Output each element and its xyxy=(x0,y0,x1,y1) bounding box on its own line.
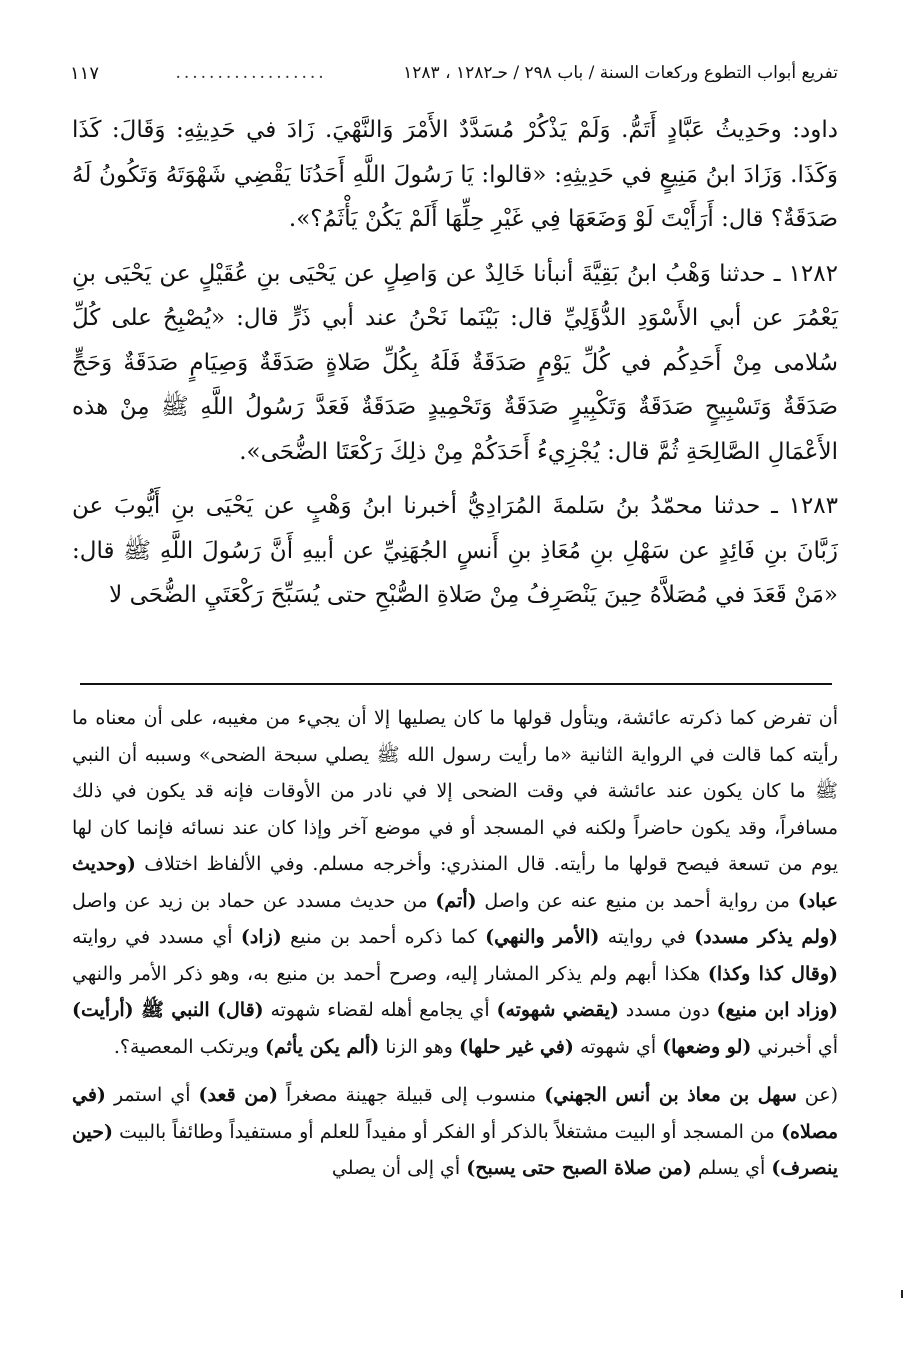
header-title: تفريع أبواب التطوع وركعات السنة / باب ٢٩٨ / حـ١٢٨٢ ، ١٢٨٣ xyxy=(403,63,838,83)
main-paragraph-1: داود: وحَدِيثُ عَبَّادٍ أَتَمُّ. وَلَمْ يَذْكُرْ مُسَدَّدٌ الأَمْرَ وَالنَّهْيَ. زَادَ في حَدِيثِهِ: وَقَالَ: كَذَا وَكَذَا. وَزَادَ ابنُ مَنِيعٍ في حَدِيثِهِ: «قالوا: يَا رَسُولَ اللَّهِ أَحَدُنَا يَقْضِي شَهْوَتَهُ وَتَكُونُ لَهُ صَدَقَةٌ؟ قال: أَرَأَيْتَ لَوْ وَضَعَهَا فِي غَيْرِ حِلِّهَا أَلَمْ يَكُنْ يَأْثَمُ؟». xyxy=(72,117,838,232)
commentary-text: ويرتكب المعصية؟. xyxy=(113,1035,259,1058)
commentary-text: من المسجد أو البيت مشتغلاً بالذكر أو الفكر أو مفيداً للعلم أو مستفيداً وطائفاً بالبيت xyxy=(119,1120,775,1143)
commentary-text: أي مسدد في روايته xyxy=(72,926,233,948)
commentary-keyword: (زاد) xyxy=(240,926,282,948)
hadith-1282: ١٢٨٢ ـ حدثنا وَهْبُ ابنُ بَقِيَّةَ أنبأنا خَالِدٌ عن وَاصِلٍ عن يَحْيَى بنِ عُقَيْلٍ عن يَحْيَى بنِ يَعْمُرَ عن أبي الأَسْوَدِ الدُّؤَلِيِّ قال: بَيْنَما نَحْنُ عند أبي ذَرٍّ قال: «يُصْبِحُ على كُلِّ سُلامى مِنْ أَحَدِكُم في كُلِّ يَوْمٍ صَدَقَةٌ فَلَهُ بِكُلِّ صَلاةٍ صَدَقَةٌ وَصِيَامٍ صَدَقَةٌ وَحَجٍّ صَدَقَةٌ وَتَسْبِيحٍ صَدَقَةٌ وَتَكْبِيرٍ صَدَقَةٌ وَتَحْمِيدٍ صَدَقَةٌ فَعَدَّ رَسُولُ اللَّهِ ﷺ مِنْ هذه الأَعْمَالِ الصَّالِحَةِ ثُمَّ قال: يُجْزِيءُ أَحَدَكُمْ مِنْ ذلِكَ رَكْعَتَا الضُّحَى». xyxy=(72,260,838,465)
commentary-keyword: (لو وضعها) xyxy=(662,1035,752,1058)
running-header xyxy=(70,56,838,90)
commentary-keyword: (يقضي شهوته) xyxy=(496,999,619,1021)
commentary-keyword: (من قعد) xyxy=(198,1084,278,1106)
commentary-paragraph-2 xyxy=(72,1077,838,1187)
commentary xyxy=(72,700,838,1187)
commentary-text: من رواية أحمد بن منيع عنه عن واصل xyxy=(484,889,790,912)
commentary-keyword: (وزاد ابن منيع) xyxy=(716,999,838,1021)
commentary-text: أي شهوته xyxy=(579,1035,657,1058)
commentary-text: أي يسلم xyxy=(697,1157,766,1179)
main-text xyxy=(72,108,838,618)
commentary-keyword: (ألم يكن يأثم) xyxy=(265,1035,380,1058)
commentary-text: في روايته xyxy=(607,926,686,948)
commentary-text: وهو الزنا xyxy=(385,1035,453,1058)
commentary-keyword: (أتم) xyxy=(435,889,477,912)
commentary-keyword: (من صلاة الصبح حتى يسبح) xyxy=(466,1157,692,1179)
commentary-text: هكذا أبهم ولم يذكر المشار إليه، وصرح أحمد بن منيع به، وهو ذكر الأمر والنهي xyxy=(72,962,701,985)
commentary-text: أي إلى أن يصلي xyxy=(331,1157,461,1179)
commentary-keyword: (حين ينصرف) xyxy=(72,1120,838,1179)
commentary-text: أن تفرض كما ذكرته عائشة، ويتأول قولها ما كان يصليها إلا أن يجيء من مغيبه، على أن معناه ما رأيته كما قالت في الرواية الثانية «ما رأيت رسول الله ﷺ يصلي سبحة الضحى» وسببه أن النبي ﷺ ما كان يكون عند عائشة في وقت الضحى إلا في نادر من الأوقات فإنه قد يكون في ذلك مسافراً، وقد يكون حاضراً ولكنه في المسجد أو في موضع آخر وإذا كان عند نسائه فإنما كان لها يوم من تسعة فيصح قولها ما رأيته. قال المنذري: وأخرجه مسلم. وفي الألفاظ اختلاف xyxy=(72,707,838,875)
commentary-keyword: (وحديث عباد) xyxy=(72,853,839,912)
commentary-keyword: (قال) النبي ﷺ (أرأيت) xyxy=(72,999,264,1021)
commentary-keyword: (وقال كذا وكذا) xyxy=(707,962,838,985)
commentary-text: أي يجامع أهله لقضاء شهوته xyxy=(270,999,490,1021)
commentary-text: منسوب إلى قبيلة جهينة مصغراً xyxy=(285,1084,537,1106)
margin-mark xyxy=(901,1290,903,1298)
header-dots: .................. xyxy=(175,63,327,83)
page-number: ١١٧ xyxy=(70,62,100,84)
commentary-text: (عن xyxy=(804,1084,838,1106)
commentary-keyword: (ولم يذكر مسدد) xyxy=(694,926,839,948)
commentary-text: دون مسدد xyxy=(625,999,710,1021)
commentary-text: أي أخبرني xyxy=(757,1035,838,1058)
footnote-divider xyxy=(80,683,832,685)
commentary-text: كما ذكره أحمد بن منيع xyxy=(290,926,477,948)
commentary-keyword: (في غير حلها) xyxy=(459,1035,574,1058)
commentary-text: أي استمر xyxy=(113,1084,191,1106)
commentary-keyword: (الأمر والنهي) xyxy=(485,926,600,948)
commentary-keyword: (في مصلاه) xyxy=(72,1084,838,1143)
commentary-text: من حديث مسدد عن حماد بن زيد عن واصل xyxy=(72,889,428,912)
commentary-paragraph-1 xyxy=(72,700,838,1065)
hadith-1283: ١٢٨٣ ـ حدثنا محمّدُ بنُ سَلمةَ المُرَادِيُّ أخبرنا ابنُ وَهْبٍ عن يَحْيَى بنِ أَيُّوبَ عن زَبَّانَ بنِ فَائِدٍ عن سَهْلِ بنِ مُعَاذِ بنِ أَنسٍ الجُهَنِيِّ عن أبيهِ أَنَّ رَسُولَ اللَّهِ ﷺ قال: «مَنْ قَعَدَ في مُصَلاَّهُ حِينَ يَنْصَرِفُ مِنْ صَلاةِ الصُّبْحِ حتى يُسَبِّحَ رَكْعَتَيِ الضُّحَى لا xyxy=(72,493,838,608)
commentary-keyword: سهل بن معاذ بن أنس الجهني) xyxy=(544,1084,797,1106)
